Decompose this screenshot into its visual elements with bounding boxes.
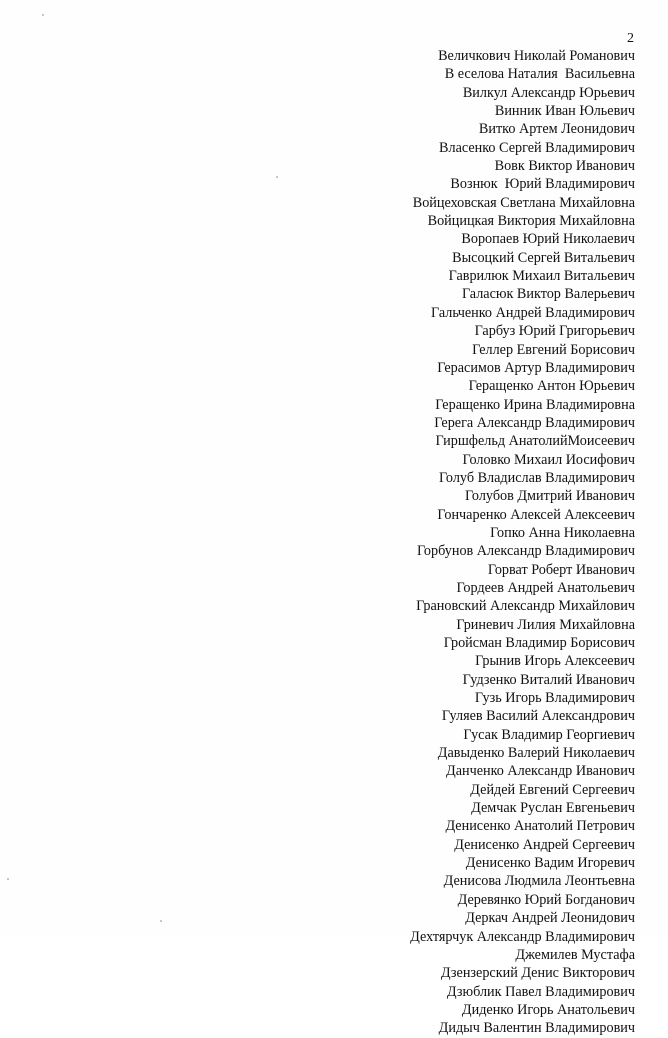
name-entry: Давыденко Валерий Николаевич: [437, 745, 635, 762]
name-entry: Гальченко Андрей Владимирович: [431, 304, 635, 321]
name-entry: Гончаренко Алексей Алексеевич: [437, 506, 635, 523]
name-entry: Вовк Виктор Иванович: [494, 158, 635, 175]
name-entry: Денисенко Андрей Сергеевич: [454, 836, 635, 853]
name-entry: В еселова Наталия Васильевна: [444, 66, 635, 83]
scan-speck: [160, 920, 162, 922]
scan-speck: [7, 878, 9, 880]
name-entry: Данченко Александр Иванович: [446, 763, 635, 780]
name-entry: Демчак Руслан Евгеньевич: [471, 800, 635, 817]
name-entry: Джемилев Мустафа: [515, 946, 635, 963]
name-entry: Гудзенко Виталий Иванович: [462, 671, 635, 688]
name-entry: Вилкул Александр Юрьевич: [462, 84, 635, 101]
name-entry: Геращенко Антон Юрьевич: [468, 378, 635, 395]
scan-speck: [42, 14, 44, 16]
name-entry: Голуб Владислав Владимирович: [438, 469, 635, 486]
name-entry: Голубов Дмитрий Иванович: [464, 488, 635, 505]
name-entry: Дейдей Евгений Сергеевич: [470, 781, 635, 798]
name-entry: Деркач Андрей Леонидович: [465, 910, 635, 927]
name-entry: Дзюблик Павел Владимирович: [446, 983, 635, 1000]
name-entry: Гордеев Андрей Анатольевич: [456, 579, 635, 596]
name-entry: Геращенко Ирина Владимировна: [435, 396, 635, 413]
name-entry: Власенко Сергей Владимирович: [439, 139, 635, 156]
name-entry: Гарбуз Юрий Григорьевич: [474, 323, 635, 340]
name-entry: Денисенко Анатолий Петрович: [445, 818, 635, 835]
page-number: 2: [627, 31, 634, 46]
name-entry: Денисова Людмила Леонтьевна: [443, 873, 635, 890]
name-entry: Головко Михаил Иосифович: [462, 451, 635, 468]
name-entry: Дидыч Валентин Владимирович: [438, 1020, 635, 1037]
name-entry: Величкович Николай Романович: [438, 48, 635, 64]
name-entry: Горбунов Александр Владимирович: [416, 543, 635, 560]
name-entry: Герега Александр Владимирович: [434, 414, 635, 431]
name-entry: Гуляев Василий Александрович: [441, 708, 635, 725]
names-list: [410, 47, 635, 1038]
name-entry: Винник Иван Юльевич: [494, 103, 635, 120]
name-entry: Диденко Игорь Анатольевич: [461, 1001, 635, 1018]
name-entry: Вознюк Юрий Владимирович: [450, 176, 635, 193]
name-entry: Геллер Евгений Борисович: [472, 341, 635, 358]
name-entry: Герасимов Артур Владимирович: [437, 359, 635, 376]
name-entry: Высоцкий Сергей Витальевич: [452, 249, 635, 266]
name-entry: Гузь Игорь Владимирович: [474, 690, 635, 707]
name-entry: Гиршфельд АнатолийМоисеевич: [435, 433, 635, 450]
name-entry: Дзензерский Денис Викторович: [440, 965, 635, 982]
name-entry: Горват Роберт Иванович: [487, 561, 635, 578]
name-entry: Денисенко Вадим Игоревич: [465, 855, 635, 872]
name-entry: Галасюк Виктор Валерьевич: [461, 286, 635, 303]
name-entry: Дехтярчук Александр Владимирович: [410, 928, 635, 945]
name-entry: Гройсман Владимир Борисович: [443, 635, 635, 651]
name-entry: Грынив Игорь Алексеевич: [475, 653, 635, 670]
name-entry: Гусак Владимир Георгиевич: [463, 726, 635, 743]
name-entry: Гопко Анна Николаевна: [490, 524, 635, 541]
name-entry: Воропаев Юрий Николаевич: [461, 231, 635, 248]
name-entry: Грановский Александр Михайлович: [416, 598, 635, 615]
scan-speck: [276, 176, 278, 178]
name-entry: Деревянко Юрий Богданович: [457, 891, 635, 908]
name-entry: Гриневич Лилия Михайловна: [456, 616, 635, 633]
name-entry: Гаврилюк Михаил Витальевич: [448, 268, 635, 285]
name-entry: Витко Артем Леонидович: [478, 121, 635, 138]
name-entry: Войцицкая Виктория Михайловна: [427, 213, 635, 230]
name-entry: Войцеховская Светлана Михайловна: [412, 194, 635, 211]
